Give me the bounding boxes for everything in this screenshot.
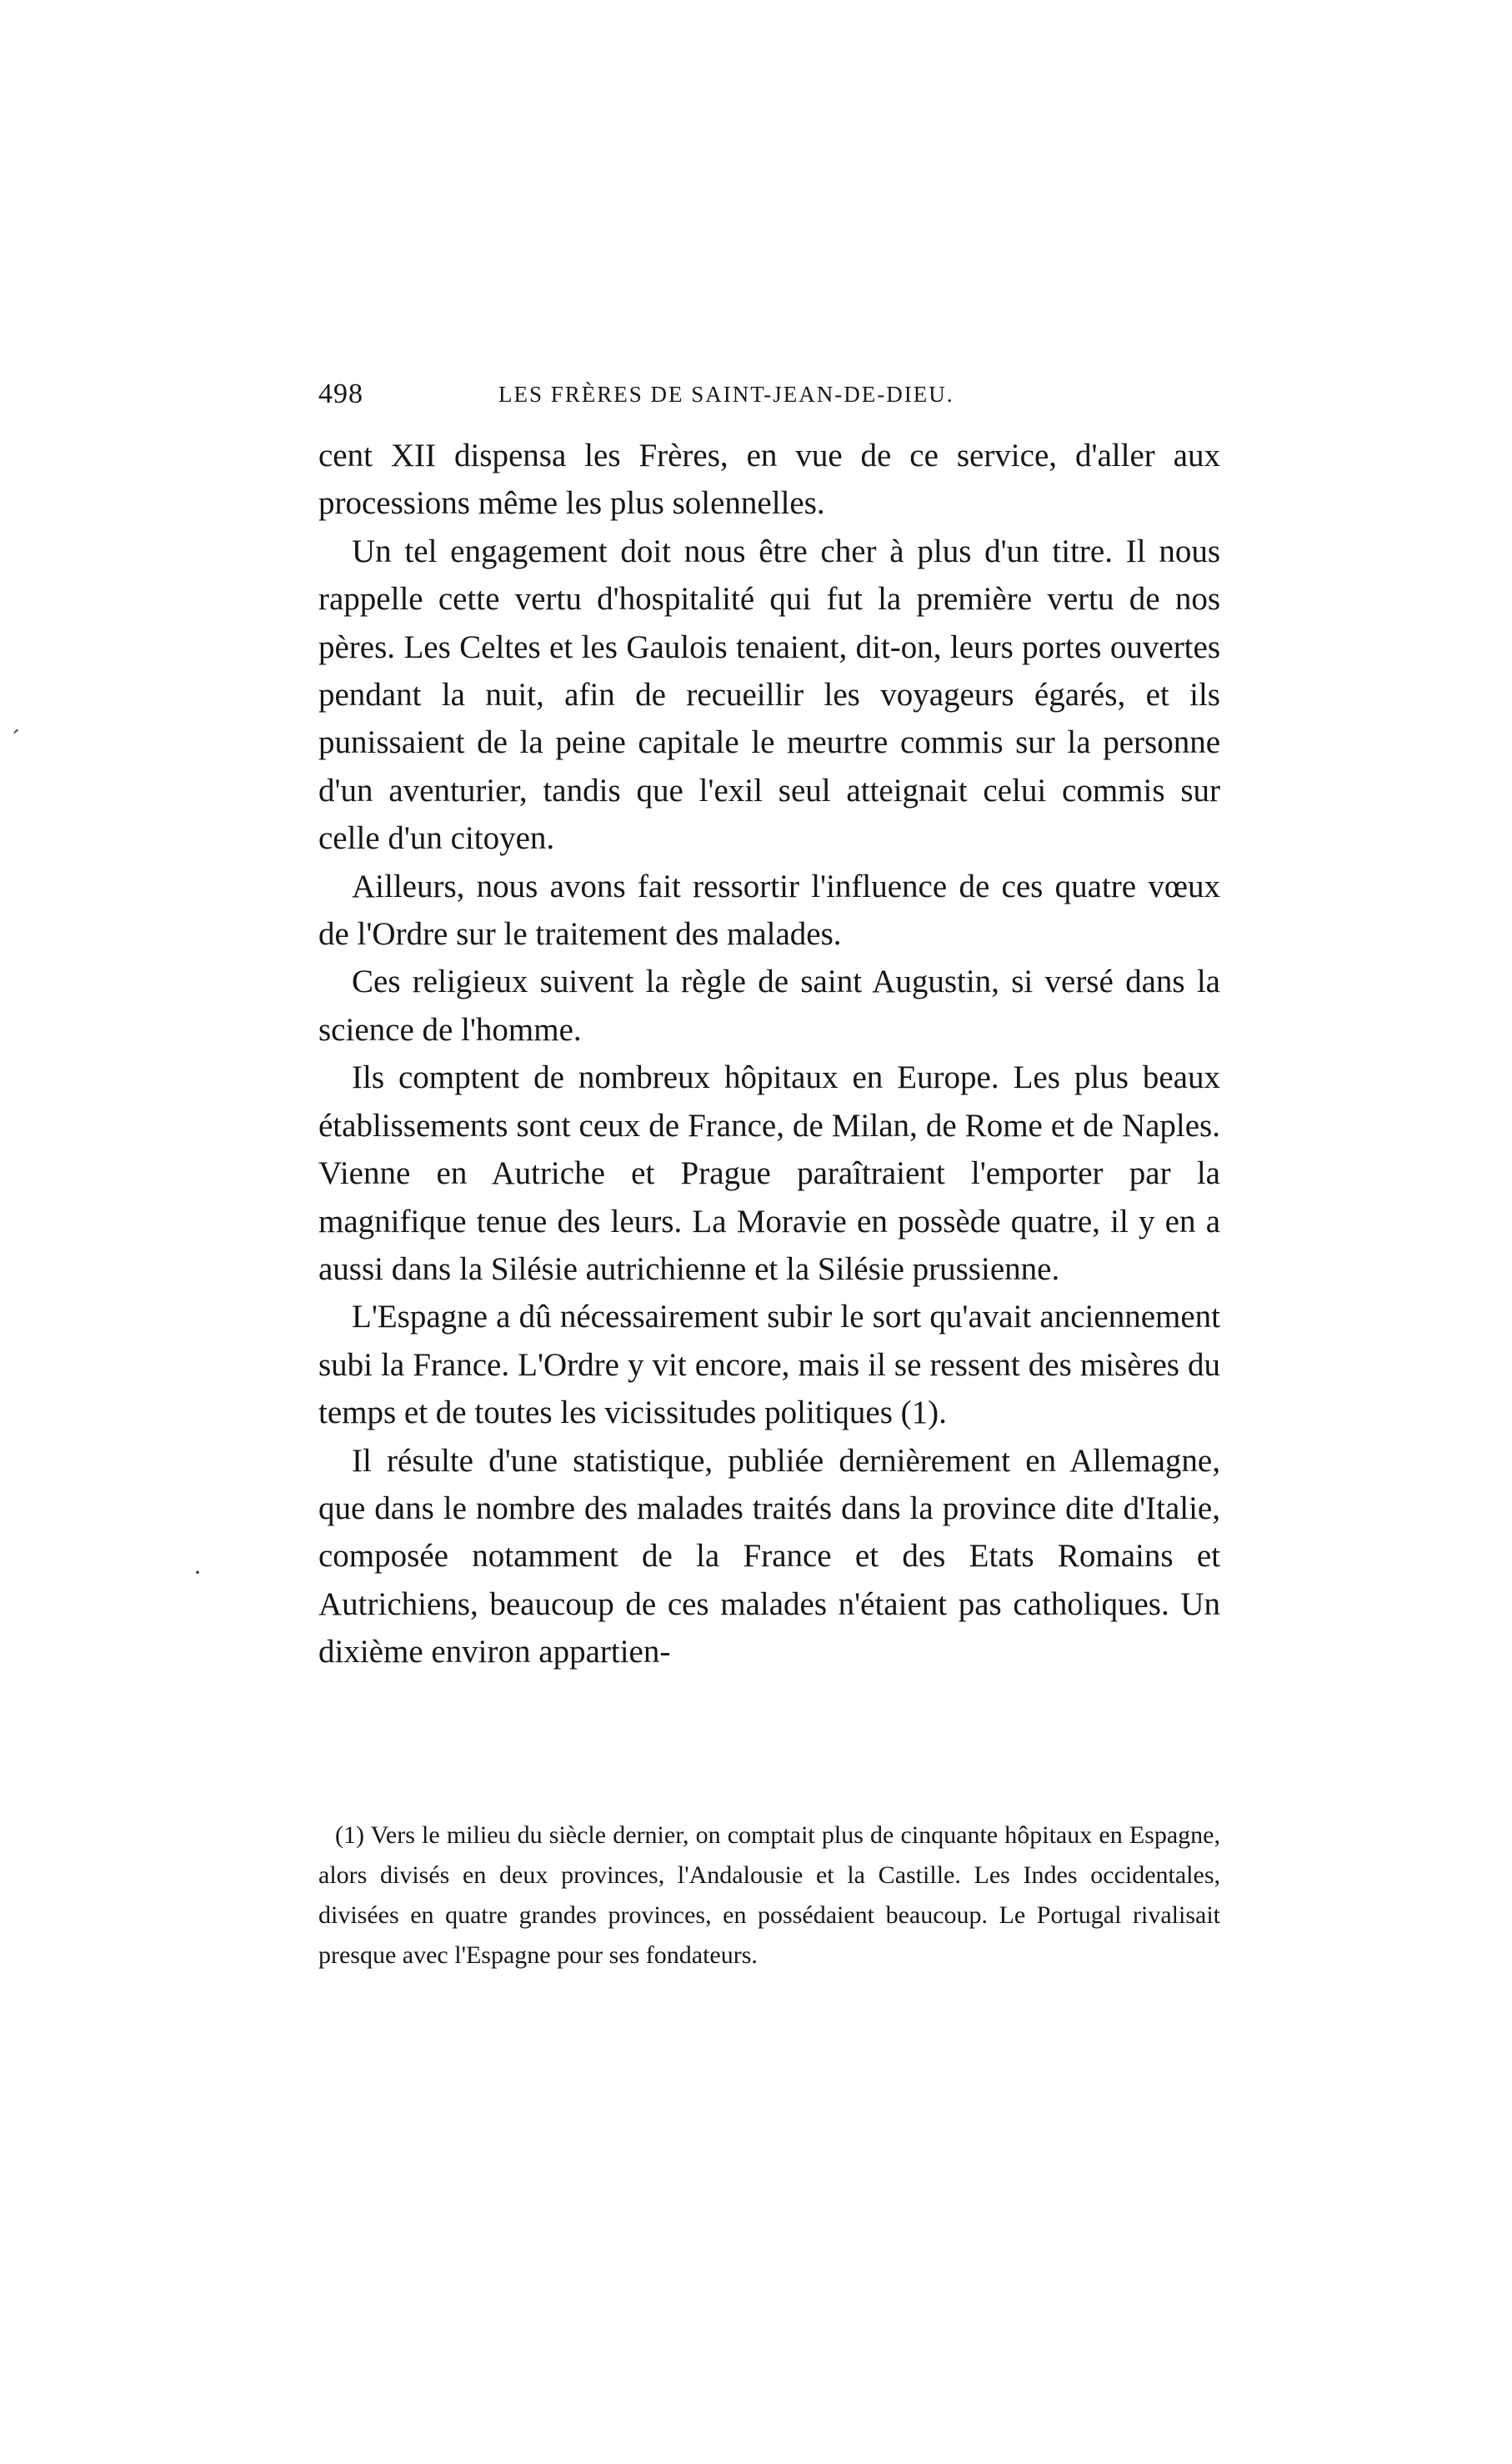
page-header bbox=[318, 378, 1219, 428]
paragraph-7: Il résulte d'une statistique, publiée dernièrement en Allemagne, que dans le nombre des malades traités dans la province dite d'Italie, composée notamment de la France et des Etats Romains et Autrichiens, beaucoup de ces malades n'étaient pas catholiques. Un dixième environ appartien- bbox=[318, 1442, 1220, 1670]
paragraph-1: cent XII dispensa les Frères, en vue de ce service, d'aller aux processions même les plus solennelles. bbox=[318, 438, 1220, 522]
paragraph-3: Ailleurs, nous avons fait ressortir l'influence de ces quatre vœux de l'Ordre sur le traitement des malades. bbox=[318, 868, 1220, 953]
paragraph-6: L'Espagne a dû nécessairement subir le sort qu'avait anciennement subi la France. L'Ordre y vit encore, mais il se ressent des misères du temps et de toutes les vicissitudes politiques (1). bbox=[318, 1299, 1220, 1431]
page-number: 498 bbox=[318, 378, 363, 409]
paragraph-5: Ils comptent de nombreux hôpitaux en Europe. Les plus beaux établissements sont ceux de France, de Milan, de Rome et de Naples. Vienne en Autriche et Prague paraîtraient l'emporter par la magnifique tenue des leurs. La Moravie en possède quatre, il y en a aussi dans la Silésie autrichienne et la Silésie prussienne. bbox=[318, 1059, 1220, 1287]
margin-speck: · bbox=[193, 1559, 202, 1586]
paragraph-2: Un tel engagement doit nous être cher à plus d'un titre. Il nous rappelle cette vertu d'hospitalité qui fut la première vertu de nos pères. Les Celtes et les Gaulois tenaient, dit-on, leurs portes ouvertes pendant la nuit, afin de recueillir les voyageurs égarés, et ils punissaient de la peine capitale le meurtre commis sur la personne d'un aventurier, tandis que l'exil seul atteignait celui commis sur celle d'un citoyen. bbox=[318, 533, 1220, 857]
body-text bbox=[318, 432, 1220, 1676]
margin-speck: ˊ bbox=[12, 725, 20, 753]
paragraph-4: Ces religieux suivent la règle de saint Augustin, si versé dans la science de l'homme. bbox=[318, 964, 1220, 1048]
footnote: (1) Vers le milieu du siècle dernier, on comptait plus de cinquante hôpitaux en Espagne, alors divisés en deux provinces, l'Andalousie et la Castille. Les Indes occidentales, divisées en quatre grandes provinces, en possédaient beaucoup. Le Portugal rivalisait presque avec l'Espagne pour ses fondateurs. bbox=[318, 1821, 1220, 1969]
running-title: LES FRÈRES DE SAINT-JEAN-DE-DIEU. bbox=[498, 382, 954, 407]
